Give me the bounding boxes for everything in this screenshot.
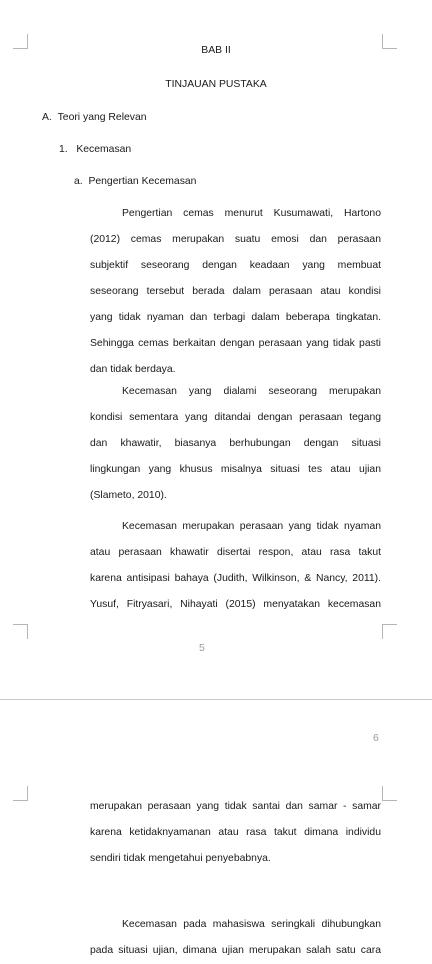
chapter-label: BAB II (201, 45, 231, 56)
paragraph-line: merupakan perasaan yang tidak santai dan samar - samar (90, 801, 381, 812)
paragraph-line: pada situasi ujian, dimana ujian merupakan salah satu cara (90, 945, 381, 956)
paragraph-line: Kecemasan yang dialami seseorang merupakan (122, 386, 381, 397)
paragraph-line: atau perasaan khawatir disertai respon, atau rasa takut (90, 547, 381, 558)
paragraph-line: Pengertian cemas menurut Kusumawati, Hartono (122, 208, 381, 219)
paragraph-line: Sehingga cemas berkaitan dengan perasaan yang tidak pasti (90, 338, 381, 349)
crop-mark-top-left (13, 786, 28, 801)
paragraph-continuation (90, 794, 381, 872)
paragraph-line: (2012) cemas merupakan suatu emosi dan perasaan (90, 234, 381, 245)
paragraph-line: seseorang tersebut berada dalam perasaan atau kondisi (90, 286, 381, 297)
paragraph-line: Yusuf, Fitryasari, Nihayati (2015) menyatakan kecemasan (90, 599, 381, 610)
chapter-title-text: TINJAUAN PUSTAKA (165, 79, 267, 90)
paragraph-line: lingkungan yang khusus misalnya situasi tes atau ujian (90, 464, 381, 475)
page-number-6: 6 (373, 733, 379, 744)
paragraph-2 (90, 379, 381, 509)
paragraph-line: karena antisipasi bahaya (Judith, Wilkinson, & Nancy, 2011). (90, 573, 381, 584)
subsubsection-heading-a: a. Pengertian Kecemasan (74, 176, 197, 187)
paragraph-1 (90, 201, 381, 383)
page-number-5: 5 (199, 643, 205, 654)
paragraph-3 (90, 514, 381, 618)
section-heading-a: A. Teori yang Relevan (42, 112, 147, 123)
chapter-heading (0, 45, 432, 56)
paragraph-line: subjektif seseorang dengan keadaan yang membuat (90, 260, 381, 271)
page-divider (0, 699, 432, 700)
paragraph-line: sendiri tidak mengetahui penyebabnya. (90, 853, 271, 864)
paragraph-line: Kecemasan merupakan perasaan yang tidak nyaman (122, 521, 381, 532)
paragraph-line: yang tidak nyaman dan terbagi dalam beberapa tingkatan. (90, 312, 381, 323)
crop-mark-bottom-right (382, 624, 397, 639)
subsection-heading-1: 1. Kecemasan (59, 144, 132, 155)
paragraph-line: dan tidak berdaya. (90, 364, 176, 375)
paragraph-4 (90, 912, 381, 964)
paragraph-line: dan khawatir, biasanya berhubungan dengan situasi (90, 438, 381, 449)
paragraph-line: (Slameto, 2010). (90, 490, 167, 501)
paragraph-line: kondisi sementara yang ditandai dengan perasaan tegang (90, 412, 381, 423)
crop-mark-bottom-left (13, 624, 28, 639)
chapter-title (0, 79, 432, 90)
paragraph-line: Kecemasan pada mahasiswa seringkali dihubungkan (122, 919, 381, 930)
crop-mark-top-right (382, 786, 397, 801)
paragraph-line: karena ketidaknyamanan atau rasa takut dimana individu (90, 827, 381, 838)
